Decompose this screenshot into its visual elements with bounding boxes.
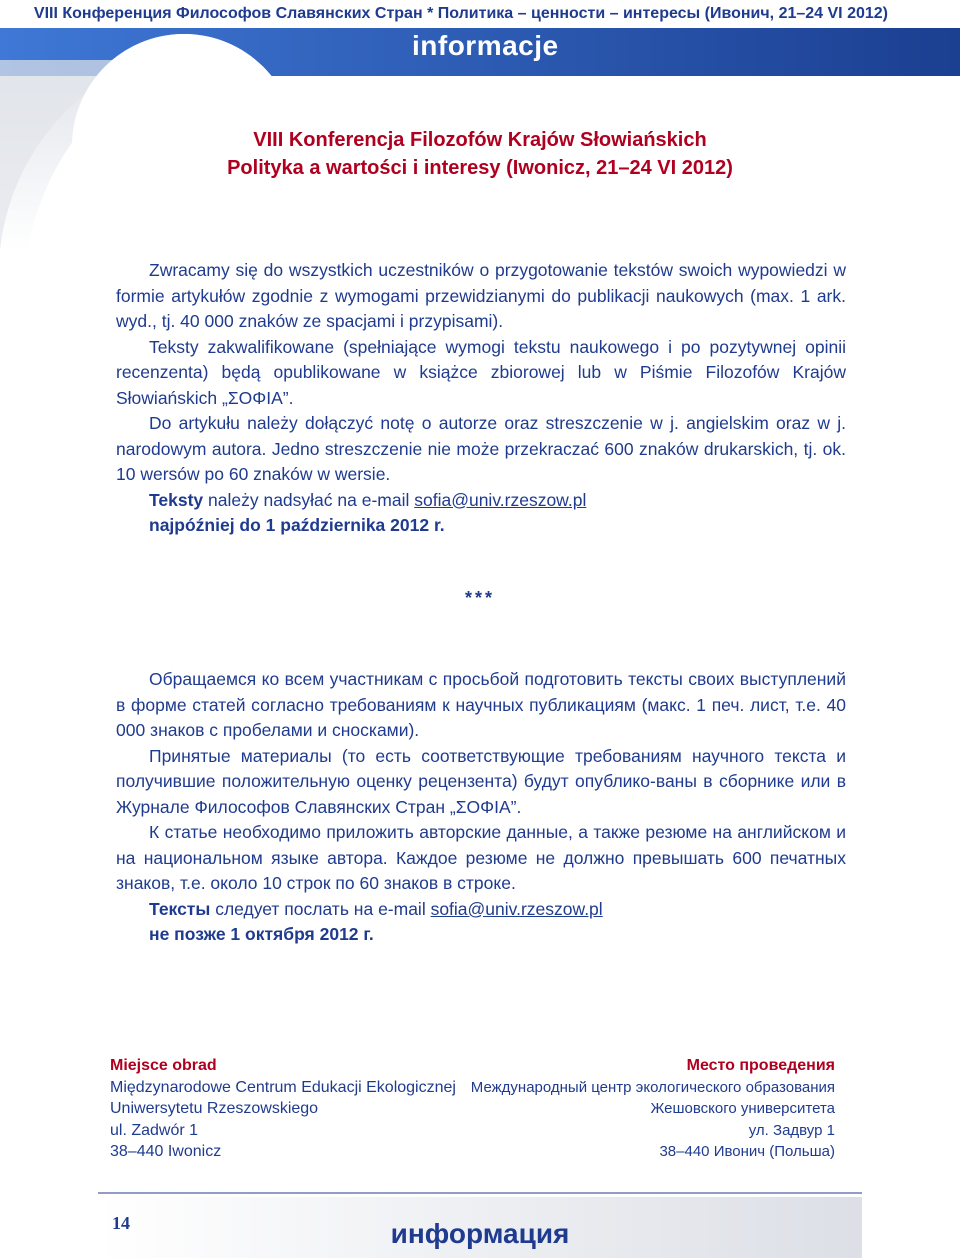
footer-section-word: информация (390, 1218, 570, 1249)
polish-paragraph-3: Do artykułu należy dołączyć notę o autorze oraz streszczenie w j. angielskim oraz w j. narodowym autora. Jedno streszczenie nie może przekraczać 600 znaków drukarskich, tj. ok. 10 wersów po 60 znaków w wersie. (116, 413, 846, 484)
venue-russian-line: 38–440 Ивонич (Польша) (659, 1143, 835, 1160)
polish-send-line (116, 488, 846, 514)
polish-paragraph-2: Teksty zakwalifikowane (spełniające wymogi tekstu naukowego i po pozytywnej opinii recenzenta) będą opublikowane w książce zbiorowej lub w Piśmie Filozofów Krajów Słowiańskich „ΣΟΦΙΑ”. (116, 336, 846, 408)
conference-title-line1: VIII Konferencja Filozofów Krajów Słowiańskich (253, 129, 707, 151)
russian-section (116, 667, 846, 948)
polish-send-bold: Teksty (149, 489, 204, 510)
venue-russian (471, 1055, 835, 1163)
polish-section (116, 258, 846, 539)
polish-send-text: należy nadsyłać na e-mail (203, 489, 415, 510)
venue-russian-heading: Место проведения (686, 1057, 835, 1074)
venue-russian-line: ул. Задвур 1 (748, 1121, 835, 1139)
russian-email-link[interactable]: sofia@univ.rzeszow.pl (430, 898, 603, 919)
polish-deadline: najpóźniej do 1 października 2012 r. (149, 515, 445, 535)
page-number: 14 (112, 1213, 130, 1233)
russian-paragraph-1: Обращаемся ко всем участникам с просьбой подготовить тексты своих выступлений в форме статей согласно требованиям к научных публикациям (макс. 1 печ. лист, т.е. 40 000 знаков с пробелами и сносками). (116, 669, 846, 740)
venue-russian-line: Международный центр экологического образования (470, 1078, 835, 1096)
russian-send-text: следует послать на e-mail (210, 898, 431, 919)
russian-paragraph-3: К статье необходимо приложить авторские данные, а также резюме на английском и на национальном языке автора. Каждое резюме не должно превышать 600 печатных знаков, т.е. около 10 строк по 60 знаков в строке. (116, 822, 846, 893)
venue-polish (110, 1055, 456, 1163)
section-title: informacje (412, 30, 559, 61)
venue-polish-line: 38–440 Iwonicz (110, 1143, 222, 1160)
venue-russian-line: Жешовского университета (650, 1100, 835, 1117)
conference-title-line2: Polityka a wartości i interesy (Iwonicz, 21–24 VI 2012) (227, 157, 733, 179)
polish-email-link[interactable]: sofia@univ.rzeszow.pl (414, 489, 587, 510)
section-separator: *** (464, 588, 495, 608)
venue-polish-heading: Miejsce obrad (110, 1057, 217, 1074)
russian-deadline: не позже 1 октября 2012 г. (149, 924, 374, 944)
running-header (0, 0, 960, 28)
polish-paragraph-1: Zwracamy się do wszystkich uczestników o przygotowanie tekstów swoich wypowiedzi w formie artykułów zgodnie z wymogami przewidzianymi do publikacji naukowych (max. 1 ark. wyd., tj. 40 000 znaków ze spacjami i przypisami). (116, 260, 846, 331)
russian-send-line (116, 897, 846, 923)
russian-send-bold: Тексты (149, 898, 211, 919)
venue-polish-line: Międzynarodowe Centrum Edukacji Ekologicznej (110, 1078, 456, 1096)
venue-polish-line: ul. Zadwór 1 (110, 1121, 199, 1139)
conference-title (0, 126, 960, 182)
venue-polish-line: Uniwersytetu Rzeszowskiego (110, 1100, 319, 1117)
running-title: VIII Конференция Философов Славянских Стран * Политика – ценности – интересы (Ивонич, 21–24 VI 2012) (33, 5, 888, 22)
russian-paragraph-2: Принятые материалы (то есть соответствующие требованиям научного текста и получившие положительную оценку рецензента) будут опублико-ваны в сборнике или в Журнале Философов Славянских Стран „ΣΟΦΙΑ”. (116, 745, 846, 817)
